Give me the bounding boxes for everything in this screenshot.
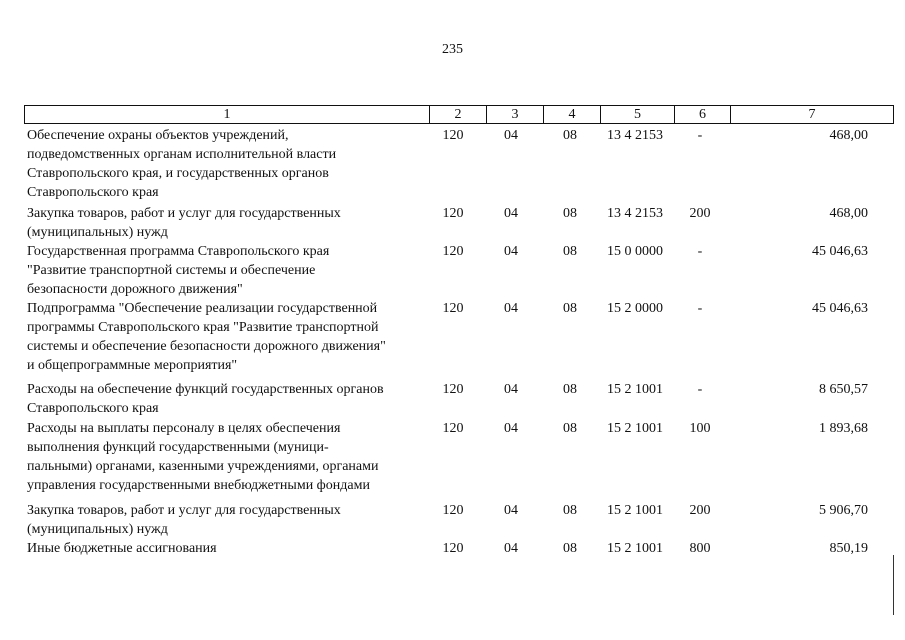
row-name — [27, 539, 427, 558]
row-col-4: 08 — [563, 206, 577, 221]
row-col-2: 120 — [442, 382, 464, 397]
row-name-line: выполнения функций государственными (муници- — [27, 440, 329, 455]
row-col-6: 100 — [689, 421, 711, 436]
row-col-6: 800 — [689, 541, 711, 556]
row-col-3: 04 — [504, 244, 518, 259]
row-col-5: 15 2 1001 — [607, 541, 663, 556]
row-name-line: управления государственными внебюджетными фондами — [27, 478, 370, 493]
row-name-line: (муниципальных) нужд — [27, 522, 168, 537]
header-col-1: 1 — [223, 107, 231, 122]
row-col-7: 45 046,63 — [812, 301, 868, 316]
row-col-3: 04 — [504, 421, 518, 436]
page-number: 235 — [442, 42, 463, 57]
row-col-7: 468,00 — [829, 128, 868, 143]
row-col-3: 04 — [504, 541, 518, 556]
row-col-4: 08 — [563, 128, 577, 143]
row-name-line: Обеспечение охраны объектов учреждений, — [27, 128, 289, 143]
row-col-5: 15 2 1001 — [607, 421, 663, 436]
row-col-3: 04 — [504, 382, 518, 397]
row-col-6: - — [697, 382, 703, 397]
row-name-line: Ставропольского края — [27, 185, 159, 200]
header-col-7: 7 — [808, 107, 816, 122]
scan-edge-mark — [893, 555, 894, 615]
header-col-2: 2 — [454, 107, 462, 122]
row-name-line: Подпрограмма "Обеспечение реализации государственной — [27, 301, 378, 316]
row-col-4: 08 — [563, 541, 577, 556]
table-header — [24, 105, 894, 124]
row-col-6: 200 — [689, 503, 711, 518]
header-col-3: 3 — [511, 107, 519, 122]
row-col-3: 04 — [504, 206, 518, 221]
row-col-6: 200 — [689, 206, 711, 221]
row-col-7: 1 893,68 — [819, 421, 868, 436]
row-name-line: Закупка товаров, работ и услуг для государственных — [27, 206, 341, 221]
row-col-2: 120 — [442, 206, 464, 221]
row-col-4: 08 — [563, 244, 577, 259]
row-name-line: Ставропольского края — [27, 401, 159, 416]
row-name — [27, 204, 427, 242]
row-col-2: 120 — [442, 541, 464, 556]
row-col-2: 120 — [442, 503, 464, 518]
row-col-4: 08 — [563, 301, 577, 316]
row-col-5: 15 0 0000 — [607, 244, 663, 259]
row-col-3: 04 — [504, 128, 518, 143]
row-col-5: 15 2 1001 — [607, 503, 663, 518]
row-col-4: 08 — [563, 382, 577, 397]
row-name-line: и общепрограммные мероприятия" — [27, 358, 238, 373]
row-col-6: - — [697, 301, 703, 316]
row-name-line: безопасности дорожного движения" — [27, 282, 243, 297]
header-col-5: 5 — [634, 107, 641, 122]
row-col-7: 468,00 — [829, 206, 868, 221]
row-col-4: 08 — [563, 503, 577, 518]
row-col-2: 120 — [442, 421, 464, 436]
row-name-line: (муниципальных) нужд — [27, 225, 168, 240]
row-col-7: 45 046,63 — [812, 244, 868, 259]
row-col-5: 15 2 0000 — [607, 301, 663, 316]
header-col-4: 4 — [568, 107, 576, 122]
row-name-line: программы Ставропольского края "Развитие транспортной — [27, 320, 379, 335]
row-col-6: - — [697, 128, 703, 143]
row-name-line: Иные бюджетные ассигнования — [27, 541, 217, 556]
row-name-line: "Развитие транспортной системы и обеспечение — [27, 263, 316, 278]
row-name-line: пальными) органами, казенными учреждениями, органами — [27, 459, 379, 474]
row-col-3: 04 — [504, 301, 518, 316]
row-name — [27, 126, 427, 202]
row-name-line: системы и обеспечение безопасности дорожного движения" — [27, 339, 386, 354]
header-col-6: 6 — [699, 107, 706, 122]
row-name-line: Государственная программа Ставропольского края — [27, 244, 330, 259]
row-col-4: 08 — [563, 421, 577, 436]
row-col-2: 120 — [442, 301, 464, 316]
row-name-line: подведомственных органам исполнительной власти — [27, 147, 337, 162]
row-name-line: Ставропольского края, и государственных органов — [27, 166, 329, 181]
row-name — [27, 242, 427, 299]
row-name-line: Расходы на выплаты персоналу в целях обеспечения — [27, 421, 341, 436]
row-col-7: 8 650,57 — [819, 382, 868, 397]
row-name-line: Закупка товаров, работ и услуг для государственных — [27, 503, 341, 518]
row-col-7: 5 906,70 — [819, 503, 868, 518]
row-name-line: Расходы на обеспечение функций государственных органов — [27, 382, 384, 397]
row-name — [27, 380, 427, 418]
row-col-5: 13 4 2153 — [607, 128, 663, 143]
row-col-2: 120 — [442, 128, 464, 143]
row-col-2: 120 — [442, 244, 464, 259]
row-name — [27, 419, 427, 495]
row-name — [27, 501, 427, 539]
row-col-6: - — [697, 244, 703, 259]
row-col-7: 850,19 — [829, 541, 868, 556]
row-col-5: 13 4 2153 — [607, 206, 663, 221]
row-col-5: 15 2 1001 — [607, 382, 663, 397]
row-col-3: 04 — [504, 503, 518, 518]
row-name — [27, 299, 427, 375]
